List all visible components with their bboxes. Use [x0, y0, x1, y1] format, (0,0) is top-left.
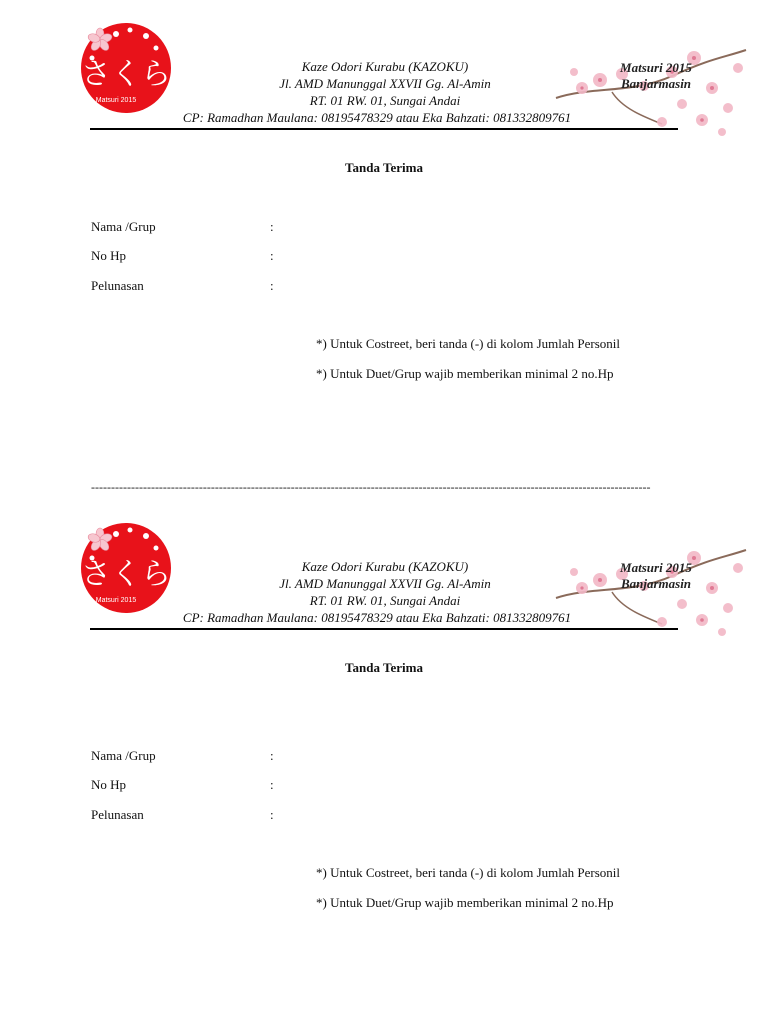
org-name: Kaze Odori Kurabu (KAZOKU) — [301, 59, 469, 74]
field-label-pelunasan: Pelunasan — [91, 278, 144, 293]
festival-label — [606, 560, 706, 592]
festival-label — [606, 60, 706, 92]
letterhead — [150, 558, 620, 626]
document-title: Tanda Terima — [345, 160, 423, 175]
logo-caption: Matsuri 2015 — [95, 97, 137, 104]
field-label-pelunasan: Pelunasan — [91, 807, 144, 822]
address-line-1: Jl. AMD Manunggal XXVII Gg. Al-Amin — [279, 576, 491, 591]
logo-caption: Matsuri 2015 — [95, 597, 137, 604]
field-colon: : — [270, 219, 274, 234]
field-colon: : — [270, 807, 274, 822]
logo-text: さくら — [81, 57, 171, 92]
festival-line-2: Banjarmasin — [620, 576, 692, 591]
field-label-nama-grup: Nama /Grup — [91, 748, 156, 763]
header-divider — [90, 628, 678, 630]
receipt-section-1 — [0, 0, 768, 500]
logo-text: さくら — [81, 557, 171, 592]
note-costreet: *) Untuk Costreet, beri tanda (-) di kolom Jumlah Personil — [316, 865, 621, 880]
festival-line-1: Matsuri 2015 — [620, 560, 692, 575]
field-label-nama-grup: Nama /Grup — [91, 219, 156, 234]
address-line-2: RT. 01 RW. 01, Sungai Andai — [309, 593, 461, 608]
field-colon: : — [270, 777, 274, 792]
letterhead — [150, 58, 620, 126]
note-duet-grup: *) Untuk Duet/Grup wajib memberikan minimal 2 no.Hp — [316, 366, 614, 381]
org-name: Kaze Odori Kurabu (KAZOKU) — [301, 559, 469, 574]
contact-person: CP: Ramadhan Maulana: 08195478329 atau Eka Bahzati: 081332809761 — [182, 610, 572, 625]
document-title: Tanda Terima — [345, 660, 423, 675]
field-label-no-hp: No Hp — [91, 777, 127, 792]
address-line-1: Jl. AMD Manunggal XXVII Gg. Al-Amin — [279, 76, 491, 91]
note-duet-grup: *) Untuk Duet/Grup wajib memberikan minimal 2 no.Hp — [316, 895, 614, 910]
field-colon: : — [270, 278, 274, 293]
field-colon: : — [270, 248, 274, 263]
contact-person: CP: Ramadhan Maulana: 08195478329 atau Eka Bahzati: 081332809761 — [182, 110, 572, 125]
note-costreet: *) Untuk Costreet, beri tanda (-) di kolom Jumlah Personil — [316, 336, 621, 351]
header-divider — [90, 128, 678, 130]
festival-line-2: Banjarmasin — [620, 76, 692, 91]
field-label-no-hp: No Hp — [91, 248, 127, 263]
field-colon: : — [270, 748, 274, 763]
receipt-section-2 — [0, 500, 768, 1000]
festival-line-1: Matsuri 2015 — [620, 60, 692, 75]
cut-line: -------------------------------------------------------------------------------------------------------------------------------------------- — [91, 480, 651, 494]
address-line-2: RT. 01 RW. 01, Sungai Andai — [309, 93, 461, 108]
